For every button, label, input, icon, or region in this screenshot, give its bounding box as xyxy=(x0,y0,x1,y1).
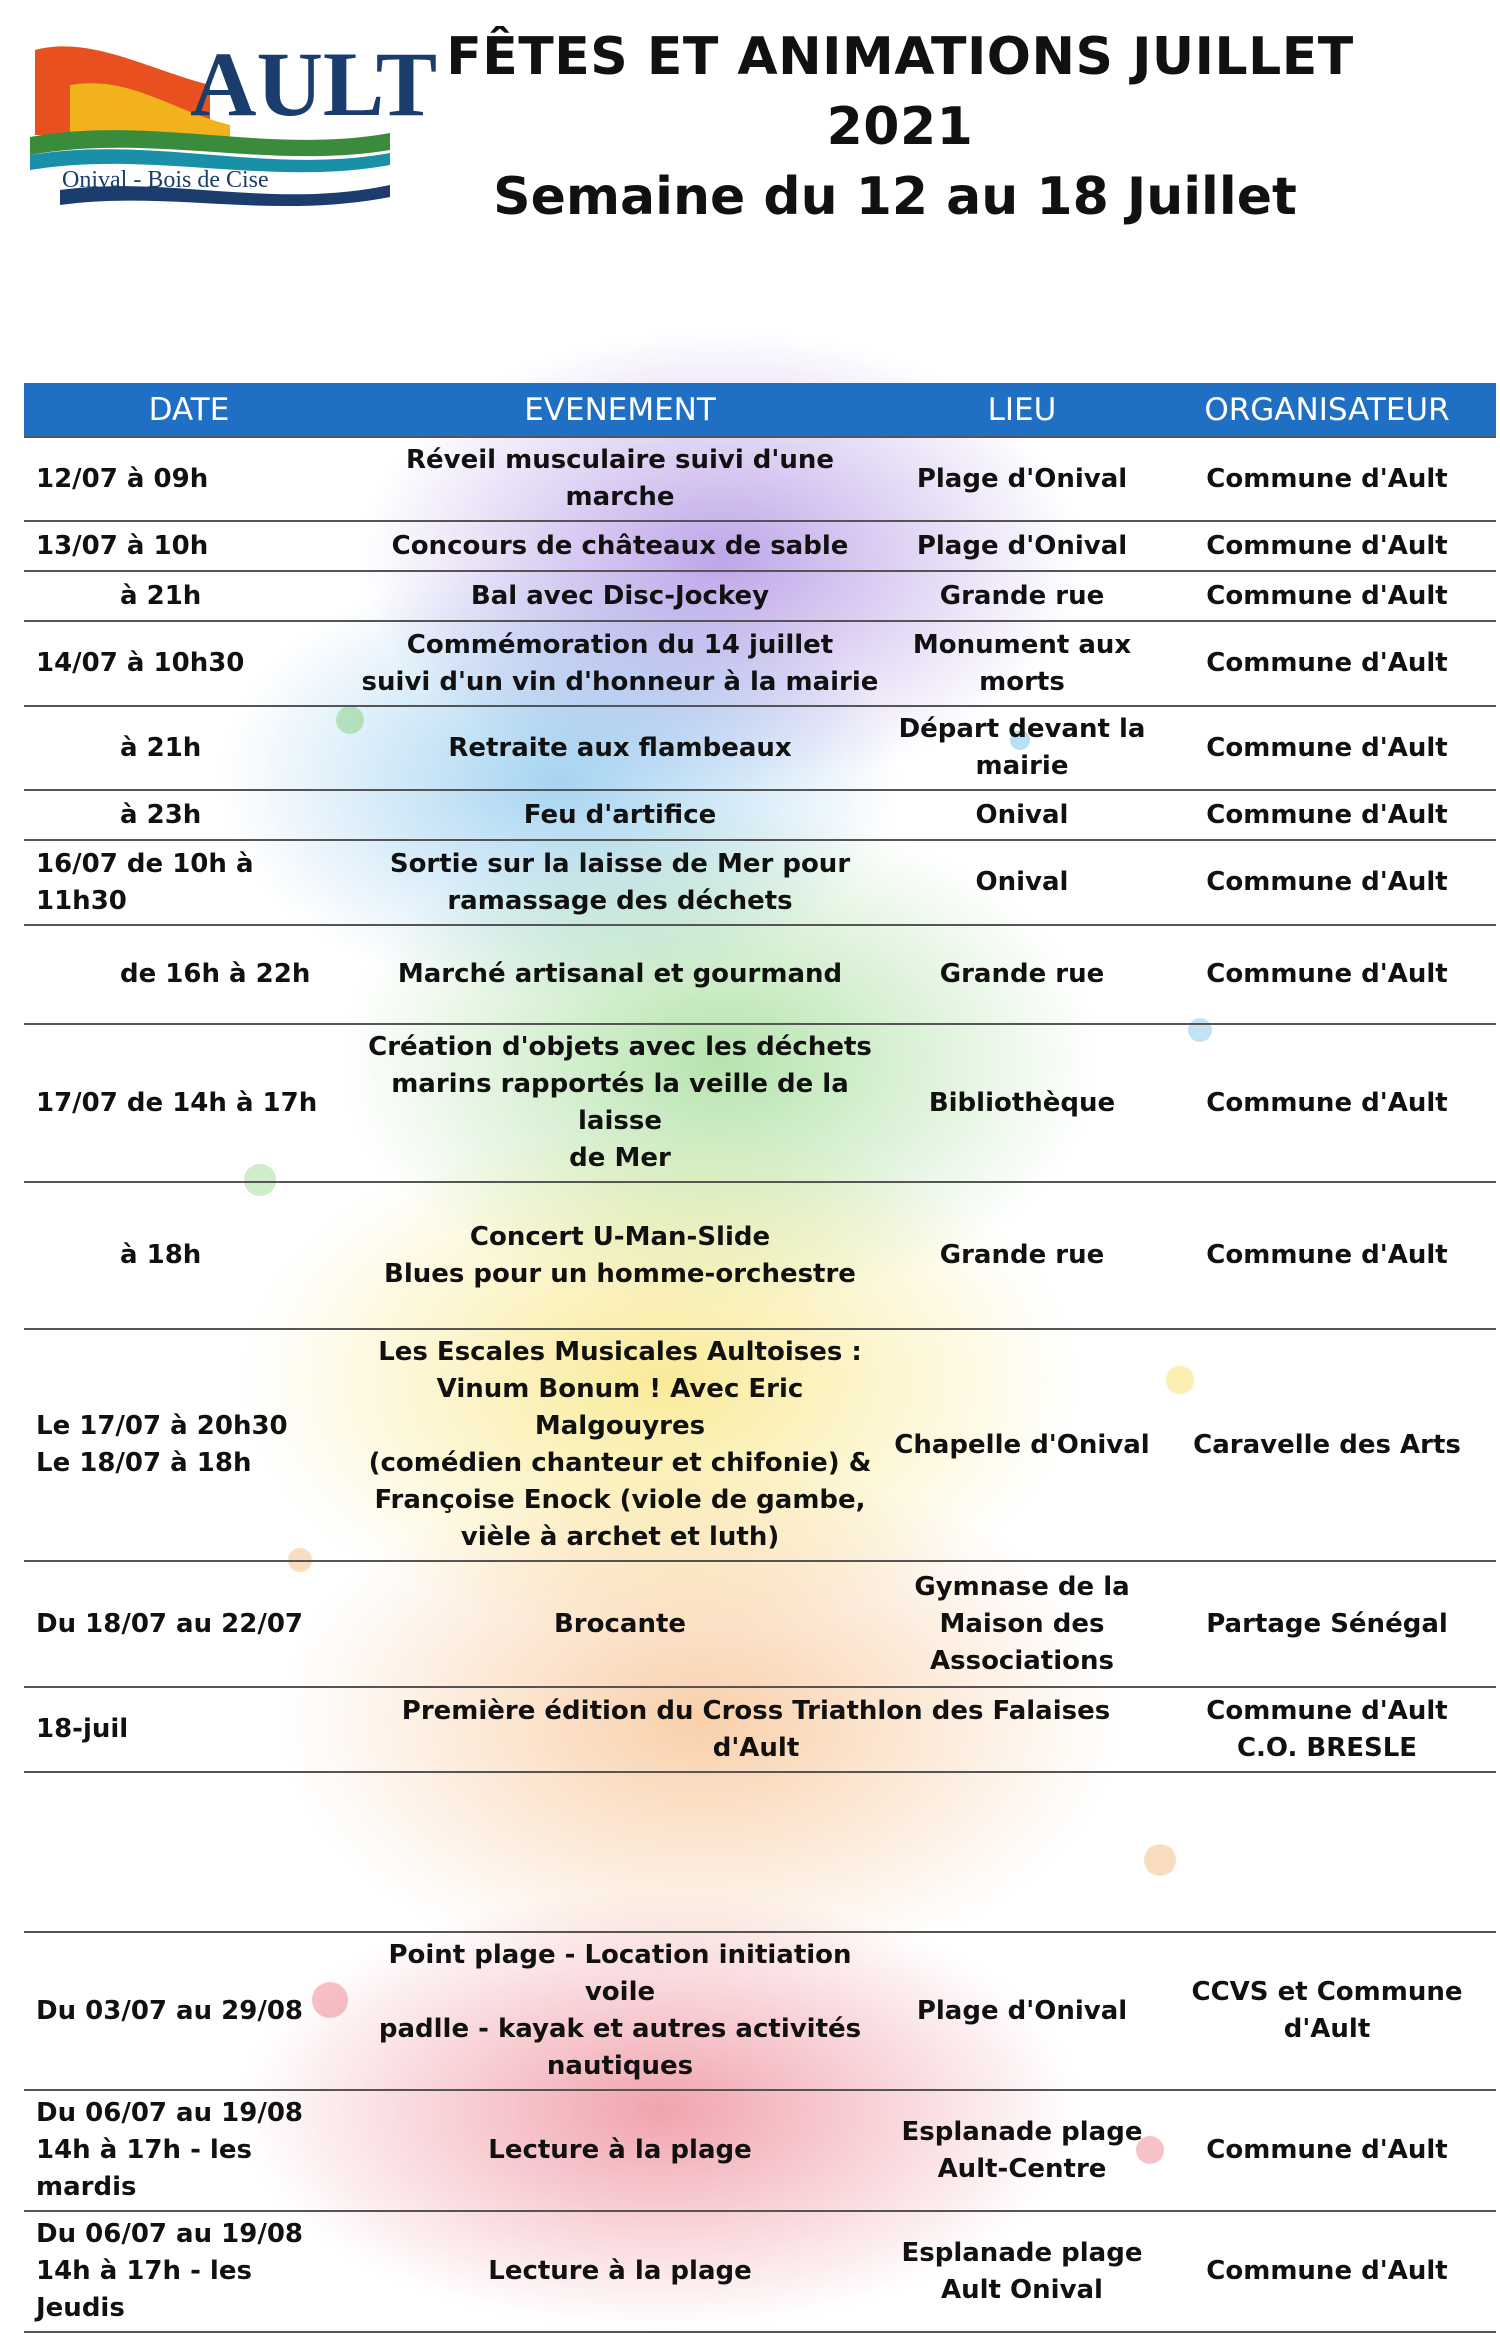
column-header-place: LIEU xyxy=(886,383,1158,437)
table-row xyxy=(24,1182,1496,1329)
organizer-cell: Commune d'Ault xyxy=(1158,2211,1496,2332)
table-row xyxy=(24,1329,1496,1561)
organizer-cell: Commune d'Ault xyxy=(1158,521,1496,571)
organizer-cell: Partage Sénégal xyxy=(1158,1561,1496,1687)
place-cell: Chapelle d'Onival xyxy=(886,1329,1158,1561)
table-row xyxy=(24,1561,1496,1687)
place-cell: Gymnase de la Maison des Associations xyxy=(886,1561,1158,1687)
place-cell: Onival xyxy=(886,790,1158,840)
organizer-cell: Commune d'Ault xyxy=(1158,790,1496,840)
table-row xyxy=(24,1687,1496,1772)
organizer-cell: Caravelle des Arts xyxy=(1158,1329,1496,1561)
column-header-date: DATE xyxy=(24,383,354,437)
event-cell: Point plage - Location initiation voile padlle - kayak et autres activités nautiques xyxy=(354,1932,886,2090)
place-cell: Esplanade plage Ault Onival xyxy=(886,2211,1158,2332)
date-cell: Le 17/07 à 20h30 Le 18/07 à 18h xyxy=(24,1329,354,1561)
logo-tagline: Onival - Bois de Cise xyxy=(62,167,269,193)
organizer-cell: Commune d'Ault xyxy=(1158,1182,1496,1329)
event-cell: Lecture à la plage xyxy=(354,2090,886,2211)
place-cell: Esplanade plage Ault-Centre xyxy=(886,2090,1158,2211)
table-header-row xyxy=(24,383,1496,437)
date-cell: 18-juil xyxy=(24,1687,354,1772)
date-cell: 13/07 à 10h xyxy=(24,521,354,571)
place-cell: Plage d'Onival xyxy=(886,1932,1158,2090)
column-header-organizer: ORGANISATEUR xyxy=(1158,383,1496,437)
place-cell: Grande rue xyxy=(886,571,1158,621)
table-row xyxy=(24,706,1496,790)
date-cell: 14/07 à 10h30 xyxy=(24,621,354,706)
table-row xyxy=(24,925,1496,1024)
table-spacer xyxy=(24,1772,1496,1932)
place-cell: Plage d'Onival xyxy=(886,521,1158,571)
event-cell: Sortie sur la laisse de Mer pour ramassage des déchets xyxy=(354,840,886,925)
event-cell: Première édition du Cross Triathlon des Falaises d'Ault xyxy=(354,1687,1158,1772)
table-row xyxy=(24,2211,1496,2332)
event-cell: Feu d'artifice xyxy=(354,790,886,840)
organizer-cell: Commune d'Ault xyxy=(1158,437,1496,521)
title-block xyxy=(380,22,1420,232)
place-cell: Monument aux morts xyxy=(886,621,1158,706)
organizer-cell: Commune d'Ault xyxy=(1158,2090,1496,2211)
table-row xyxy=(24,437,1496,521)
table-row xyxy=(24,2090,1496,2211)
date-cell: à 23h xyxy=(24,790,354,840)
date-cell: de 16h à 22h xyxy=(24,925,354,1024)
table-row xyxy=(24,790,1496,840)
event-cell: Brocante xyxy=(354,1561,886,1687)
table-row xyxy=(24,521,1496,571)
table-row xyxy=(24,621,1496,706)
date-cell: Du 18/07 au 22/07 xyxy=(24,1561,354,1687)
events-table xyxy=(24,383,1496,2333)
event-cell: Création d'objets avec les déchets marins rapportés la veille de la laisse de Mer xyxy=(354,1024,886,1182)
logo-town-name: AULT xyxy=(190,33,438,135)
place-cell: Départ devant la mairie xyxy=(886,706,1158,790)
date-cell: 17/07 de 14h à 17h xyxy=(24,1024,354,1182)
organizer-cell: Commune d'Ault xyxy=(1158,621,1496,706)
date-cell: à 21h xyxy=(24,706,354,790)
place-cell: Plage d'Onival xyxy=(886,437,1158,521)
organizer-cell: Commune d'Ault C.O. BRESLE xyxy=(1158,1687,1496,1772)
date-cell: Du 06/07 au 19/08 14h à 17h - les mardis xyxy=(24,2090,354,2211)
organizer-cell: Commune d'Ault xyxy=(1158,1024,1496,1182)
organizer-cell: Commune d'Ault xyxy=(1158,571,1496,621)
ault-logo xyxy=(30,15,438,210)
event-cell: Concours de châteaux de sable xyxy=(354,521,886,571)
organizer-cell: Commune d'Ault xyxy=(1158,706,1496,790)
event-cell: Bal avec Disc-Jockey xyxy=(354,571,886,621)
table-row xyxy=(24,571,1496,621)
date-cell: Du 03/07 au 29/08 xyxy=(24,1932,354,2090)
place-cell: Bibliothèque xyxy=(886,1024,1158,1182)
table-row xyxy=(24,840,1496,925)
table-row xyxy=(24,1024,1496,1182)
place-cell: Grande rue xyxy=(886,1182,1158,1329)
table-row xyxy=(24,1932,1496,2090)
date-cell: Du 06/07 au 19/08 14h à 17h - les Jeudis xyxy=(24,2211,354,2332)
place-cell: Grande rue xyxy=(886,925,1158,1024)
page-subtitle: Semaine du 12 au 18 Juillet xyxy=(493,167,1297,227)
event-cell: Concert U-Man-Slide Blues pour un homme-orchestre xyxy=(354,1182,886,1329)
event-cell: Retraite aux flambeaux xyxy=(354,706,886,790)
event-cell: Lecture à la plage xyxy=(354,2211,886,2332)
event-cell: Réveil musculaire suivi d'une marche xyxy=(354,437,886,521)
date-cell: 16/07 de 10h à 11h30 xyxy=(24,840,354,925)
event-cell: Marché artisanal et gourmand xyxy=(354,925,886,1024)
column-header-event: EVENEMENT xyxy=(354,383,886,437)
event-cell: Les Escales Musicales Aultoises : Vinum Bonum ! Avec Eric Malgouyres (comédien chanteur et chifonie) & Françoise Enock (viole de gambe, vièle à archet et luth) xyxy=(354,1329,886,1561)
organizer-cell: Commune d'Ault xyxy=(1158,840,1496,925)
organizer-cell: Commune d'Ault xyxy=(1158,925,1496,1024)
date-cell: à 21h xyxy=(24,571,354,621)
page-title: FÊTES ET ANIMATIONS JUILLET 2021 xyxy=(446,27,1354,157)
place-cell: Onival xyxy=(886,840,1158,925)
date-cell: 12/07 à 09h xyxy=(24,437,354,521)
organizer-cell: CCVS et Commune d'Ault xyxy=(1158,1932,1496,2090)
event-cell: Commémoration du 14 juillet suivi d'un vin d'honneur à la mairie xyxy=(354,621,886,706)
date-cell: à 18h xyxy=(24,1182,354,1329)
